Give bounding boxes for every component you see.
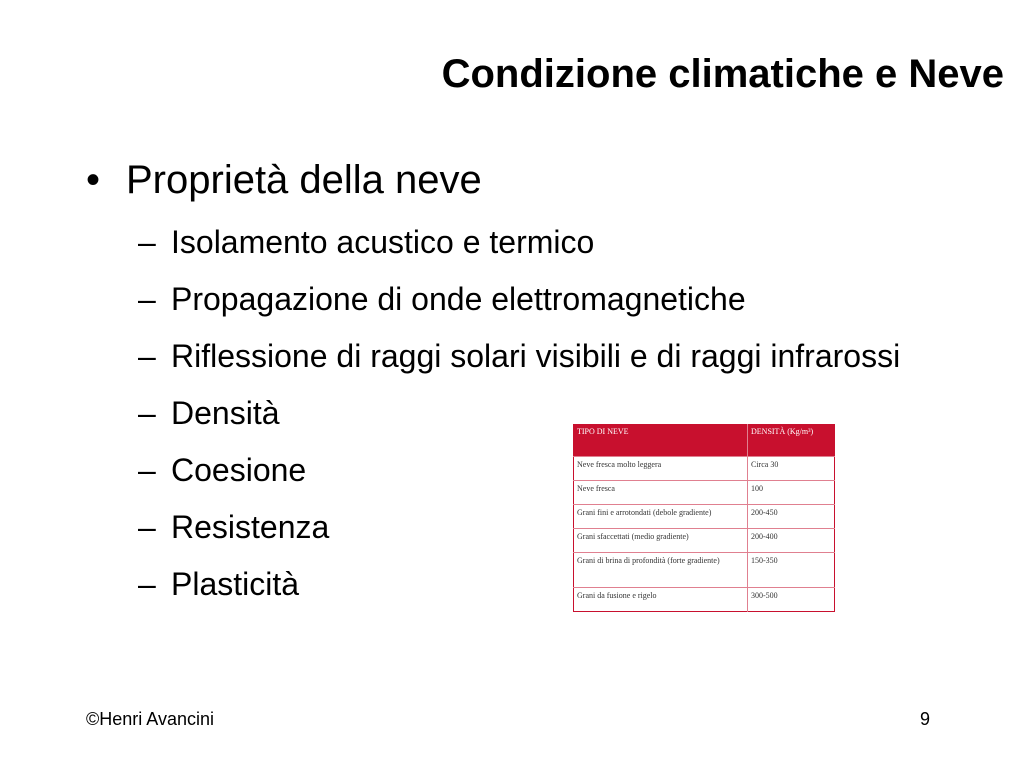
table-header-row: [574, 425, 835, 457]
table-row: [574, 588, 835, 612]
sub-item-text: Riflessione di raggi solari visibili e di raggi infrarossi: [171, 338, 901, 374]
table-row: [574, 505, 835, 529]
table-row: [574, 529, 835, 553]
footer-copyright: ©Henri Avancini: [86, 709, 214, 729]
cell-density: Circa 30: [748, 457, 835, 481]
dash-marker: –: [138, 509, 156, 545]
sub-item-text: Coesione: [171, 452, 307, 488]
sub-item-text: Plasticità: [171, 566, 300, 602]
bullet-symbol: •: [86, 158, 101, 202]
dash-marker: –: [138, 281, 156, 317]
sub-item-isolamento: [138, 220, 918, 264]
cell-density: 200-450: [748, 505, 835, 529]
sub-item-text: Isolamento acustico e termico: [171, 224, 595, 260]
cell-type: Neve fresca: [574, 481, 748, 505]
header-densita: DENSITÀ (Kg/m³): [748, 425, 835, 457]
slide-title: Condizione climatiche e Neve: [441, 52, 1004, 96]
dash-marker: –: [138, 338, 156, 374]
cell-type: Neve fresca molto leggera: [574, 457, 748, 481]
cell-density: 300-500: [748, 588, 835, 612]
sub-item-text: Propagazione di onde elettromagnetiche: [171, 281, 746, 317]
cell-density: 150-350: [748, 553, 835, 588]
cell-type: Grani di brina di profondità (forte gradiente): [574, 553, 748, 588]
cell-type: Grani da fusione e rigelo: [574, 588, 748, 612]
cell-density: 200-400: [748, 529, 835, 553]
main-bullet-text: Proprietà della neve: [126, 158, 482, 202]
main-bullet: [86, 156, 482, 204]
page-number: 9: [920, 709, 931, 729]
table-row: [574, 553, 835, 588]
table-row: [574, 481, 835, 505]
cell-density: 100: [748, 481, 835, 505]
dash-marker: –: [138, 395, 156, 431]
sub-item-text: Resistenza: [171, 509, 330, 545]
dash-marker: –: [138, 452, 156, 488]
cell-type: Grani sfaccettati (medio gradiente): [574, 529, 748, 553]
sub-item-propagazione: [138, 277, 918, 321]
dash-marker: –: [138, 566, 156, 602]
table-row: [574, 457, 835, 481]
sub-item-text: Densità: [171, 395, 280, 431]
cell-type: Grani fini e arrotondati (debole gradiente): [574, 505, 748, 529]
snow-density-table: [573, 424, 835, 612]
sub-item-riflessione: [138, 334, 911, 378]
dash-marker: –: [138, 224, 156, 260]
header-tipo-di-neve: TIPO DI NEVE: [574, 425, 748, 457]
